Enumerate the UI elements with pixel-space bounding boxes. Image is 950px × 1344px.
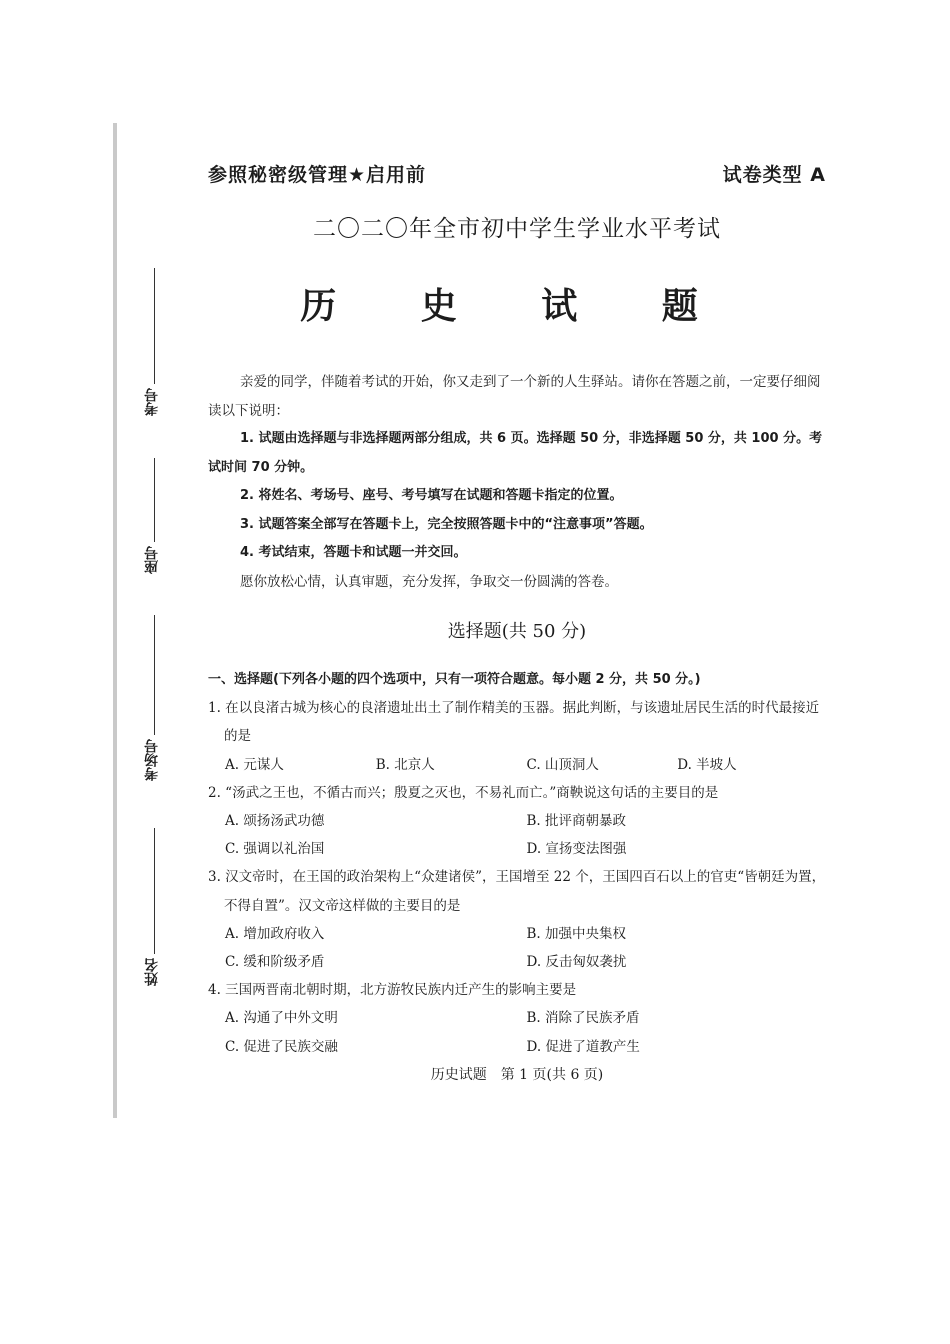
question-stem: 1. 在以良渚古城为核心的良渚遗址出土了制作精美的玉器。据此判断，与该遗址居民生活的时代最接近的是 bbox=[208, 700, 820, 745]
question bbox=[208, 863, 828, 976]
option: D. 促进了道教产生 bbox=[526, 1038, 640, 1055]
option-list bbox=[208, 1004, 828, 1060]
option: A. 沟通了中外文明 bbox=[225, 1010, 338, 1027]
intro-item: 3. 试题答案全部写在答题卡上，完全按照答题卡中的“注意事项”答题。 bbox=[240, 516, 653, 532]
section-instruction: 一、选择题(下列各小题的四个选项中，只有一项符合题意。每小题 2 分，共 50 分。) bbox=[208, 672, 701, 687]
option: A. 颂扬汤武功德 bbox=[225, 813, 325, 830]
option: C. 促进了民族交融 bbox=[225, 1038, 338, 1055]
intro-greeting: 亲爱的同学，伴随着考试的开始，你又走到了一个新的人生驿站。请你在答题之前，一定要仔细阅读以下说明： bbox=[208, 374, 821, 419]
instructions-block bbox=[208, 368, 828, 596]
side-label-room-number: 考场号 bbox=[144, 739, 160, 781]
option: B. 消除了民族矛盾 bbox=[526, 1010, 640, 1027]
paper-type-label: 试卷类型 A bbox=[722, 164, 826, 186]
option: D. 反击匈奴袭扰 bbox=[526, 954, 627, 971]
subject-title: 历 史 试 题 bbox=[300, 286, 734, 327]
side-label-exam-number: 考号 bbox=[144, 388, 160, 416]
option-list bbox=[208, 751, 828, 779]
option: D. 宣扬变法图强 bbox=[526, 841, 627, 858]
secrecy-label: 参照秘密级管理★启用前 bbox=[208, 164, 427, 186]
option-list bbox=[208, 807, 828, 863]
question-stem: 4. 三国两晋南北朝时期，北方游牧民族内迁产生的影响主要是 bbox=[208, 982, 577, 999]
question bbox=[208, 779, 828, 864]
option: B. 批评商朝暴政 bbox=[526, 813, 627, 830]
intro-item: 1. 试题由选择题与非选择题两部分组成，共 6 页。选择题 50 分，非选择题 50 分，共 100 分。考试时间 70 分钟。 bbox=[208, 431, 823, 475]
section-title: 选择题(共 50 分) bbox=[447, 621, 587, 642]
blank-line bbox=[154, 458, 155, 542]
option: D. 半坡人 bbox=[677, 756, 737, 773]
option: A. 元谋人 bbox=[225, 756, 284, 773]
question-stem: 2. “汤武之王也，不循古而兴；殷夏之灭也，不易礼而亡。”商鞅说这句话的主要目的是 bbox=[208, 784, 719, 801]
exam-title: 二〇二〇年全市初中学生学业水平考试 bbox=[313, 216, 721, 242]
option: C. 山顶洞人 bbox=[526, 756, 599, 773]
blank-line bbox=[154, 828, 155, 954]
intro-item: 2. 将姓名、考场号、座号、考号填写在试题和答题卡指定的位置。 bbox=[240, 488, 623, 503]
option: C. 强调以礼治国 bbox=[225, 841, 325, 858]
side-field-name bbox=[136, 828, 158, 998]
question bbox=[208, 976, 828, 1061]
question bbox=[208, 694, 828, 779]
questions-block bbox=[208, 666, 828, 1061]
option: C. 缓和阶级矛盾 bbox=[225, 954, 325, 971]
side-label-name: 姓名 bbox=[144, 958, 160, 986]
side-field-seat-number bbox=[136, 458, 158, 583]
option: A. 增加政府收入 bbox=[225, 925, 325, 942]
option-list bbox=[208, 920, 828, 976]
page-footer: 历史试题 第 1 页(共 6 页) bbox=[430, 1067, 604, 1083]
question-stem: 3. 汉文帝时，在王国的政治架构上“众建诸侯”，王国增至 22 个，王国四百石以上的官吏“皆朝廷为置，不得自置”。汉文帝这样做的主要目的是 bbox=[208, 869, 826, 914]
intro-item: 4. 考试结束，答题卡和试题一并交回。 bbox=[240, 545, 467, 560]
option: B. 加强中央集权 bbox=[526, 925, 627, 942]
intro-closing: 愿你放松心情，认真审题，充分发挥，争取交一份圆满的答卷。 bbox=[240, 573, 618, 590]
side-label-seat-number: 座号 bbox=[144, 546, 160, 574]
option: B. 北京人 bbox=[375, 756, 435, 773]
